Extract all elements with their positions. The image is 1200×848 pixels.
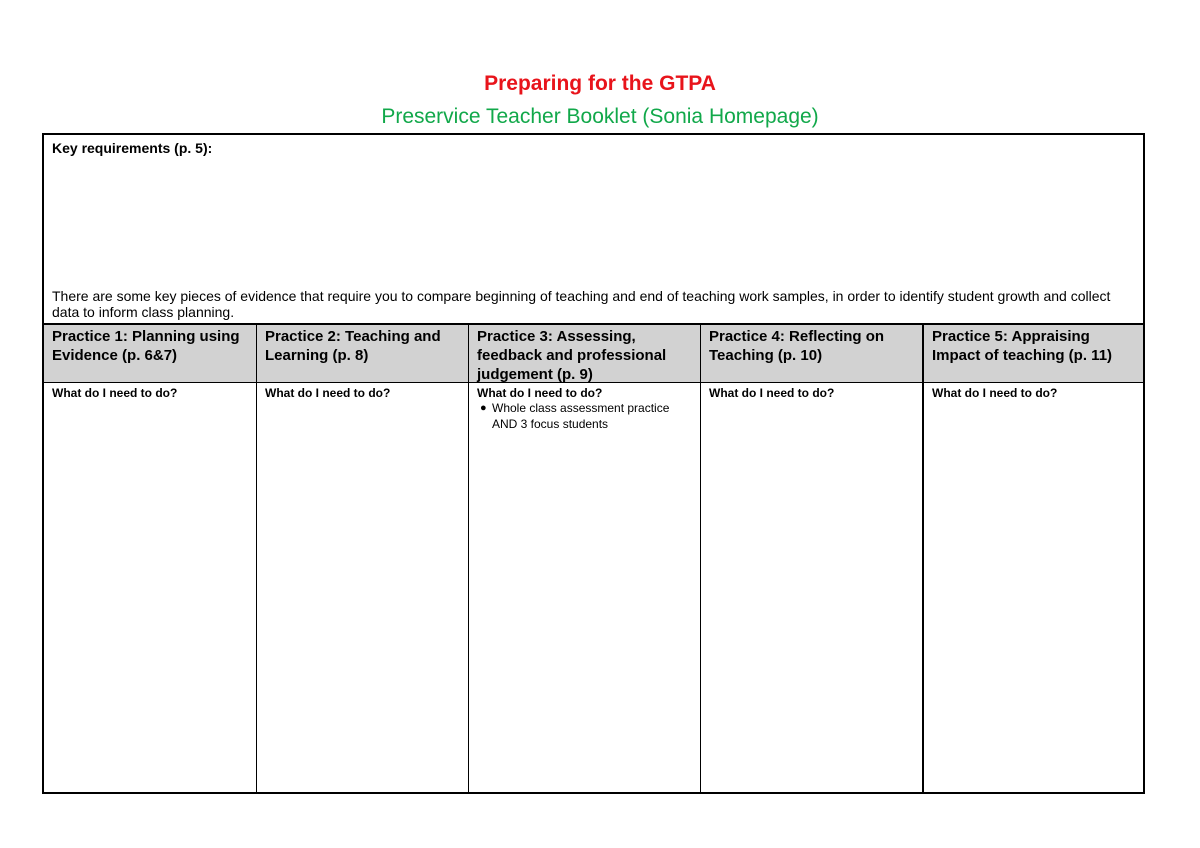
practice-1-header: Practice 1: Planning using Evidence (p. 6&7): [52, 328, 240, 364]
gtpa-planning-table: [42, 133, 1145, 794]
page-subtitle: Preservice Teacher Booklet (Sonia Homepage): [381, 105, 819, 128]
practice-3-body-cell: [468, 383, 700, 792]
practice-3-question: What do I need to do?: [477, 386, 603, 400]
practice-4-header: Practice 4: Reflecting on Teaching (p. 10): [709, 328, 885, 364]
key-requirements-text: There are some key pieces of evidence that require you to compare beginning of teaching and end of teaching work samples, in order to identify student growth and collect data to inform class planning.: [52, 288, 1111, 320]
practice-body-row: [44, 383, 1143, 792]
practice-5-header: Practice 5: Appraising Impact of teaching (p. 11): [932, 328, 1113, 364]
practice-4-question: What do I need to do?: [709, 386, 835, 400]
page-title: Preparing for the GTPA: [484, 72, 716, 95]
practice-1-header-cell: [44, 325, 256, 382]
key-requirements-label: Key requirements (p. 5):: [52, 140, 213, 156]
practice-4-body-cell: [700, 383, 922, 792]
practice-2-question: What do I need to do?: [265, 386, 391, 400]
practice-2-header-cell: [256, 325, 468, 382]
practice-4-header-cell: [700, 325, 922, 382]
practice-3-bullet-text: Whole class assessment practice AND 3 focus students: [492, 401, 670, 431]
practice-3-header: Practice 3: Assessing, feedback and professional judgement (p. 9): [477, 328, 667, 382]
practice-2-body-cell: [256, 383, 468, 792]
list-item: [477, 400, 692, 432]
practice-5-header-cell: [922, 325, 1143, 382]
practice-5-question: What do I need to do?: [932, 386, 1058, 400]
practice-2-header: Practice 2: Teaching and Learning (p. 8): [265, 328, 441, 364]
practice-1-question: What do I need to do?: [52, 386, 178, 400]
practice-5-body-cell: [922, 383, 1143, 792]
bullet-icon: ●: [480, 402, 487, 414]
practice-header-row: [44, 323, 1143, 383]
practice-1-body-cell: [44, 383, 256, 792]
practice-3-bullet-list: [477, 400, 692, 432]
practice-3-header-cell: [468, 325, 700, 382]
key-requirements-box: [44, 135, 1143, 323]
